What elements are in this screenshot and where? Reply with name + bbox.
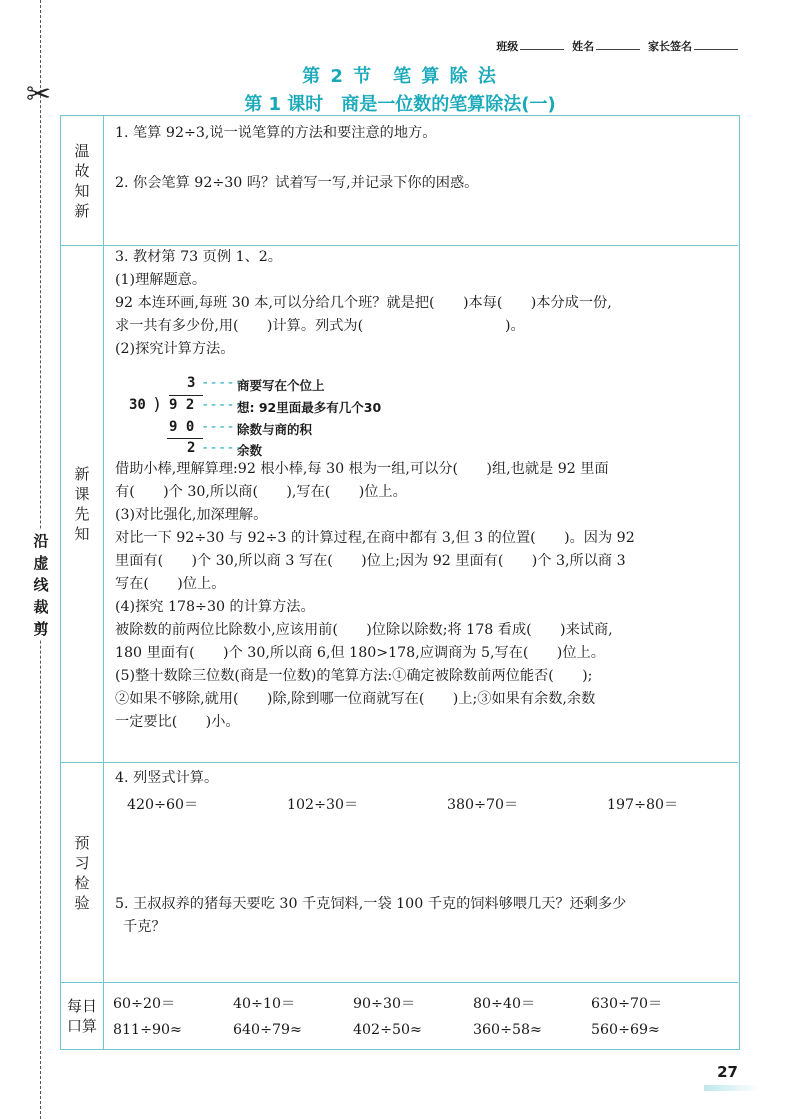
calc-item: 420÷60＝ bbox=[127, 797, 199, 813]
step-4-line-1: 被除数的前两位比除数小,应该用前( )位除以除数;将 178 看成( )来试商, bbox=[115, 622, 613, 638]
section-title: 第 2 节 笔 算 除 法 bbox=[302, 66, 498, 87]
calc-item: 102÷30＝ bbox=[287, 797, 359, 813]
division-bracket-icon: ) bbox=[152, 395, 163, 415]
new-lesson-label: 新课先知 bbox=[61, 246, 104, 762]
diagram-product: 9 0 bbox=[169, 419, 195, 435]
step-4-line-2: 180 里面有( )个 30,所以商 6,但 180>178,应调商为 5,写在( )位上。 bbox=[115, 645, 605, 661]
daily-item: 80÷40＝ bbox=[473, 996, 536, 1012]
step-4-title: (4)探究 178÷30 的计算方法。 bbox=[115, 599, 315, 615]
step-5-line-2: ②如果不够除,就用( )除,除到哪一位商就写在( )上;③如果有余数,余数 bbox=[115, 691, 596, 707]
step-2-title: (2)探究计算方法。 bbox=[115, 341, 235, 357]
step-3-title: (3)对比强化,加深理解。 bbox=[115, 507, 268, 523]
question-1: 1. 笔算 92÷3,说一说笔算的方法和要注意的地方。 bbox=[115, 125, 437, 141]
diagram-note-quotient: 商要写在个位上 bbox=[237, 378, 325, 393]
daily-math-row bbox=[61, 983, 738, 1049]
parent-sign-label: 家长签名 bbox=[648, 40, 692, 53]
division-bar bbox=[169, 395, 203, 396]
daily-item: 560÷69≈ bbox=[591, 1022, 660, 1038]
calc-item: 380÷70＝ bbox=[447, 797, 519, 813]
page-number: 27 bbox=[717, 1063, 738, 1081]
step-5-line-1: (5)整十数除三位数(商是一位数)的笔算方法:①确定被除数前两位能否( ); bbox=[115, 668, 593, 684]
step-1-title: (1)理解题意。 bbox=[115, 272, 207, 288]
diagram-note-remainder: 余数 bbox=[237, 443, 263, 458]
diagram-dividend: 9 2 bbox=[169, 397, 195, 413]
class-blank[interactable] bbox=[520, 49, 564, 50]
step-1-line-2: 求一共有多少份,用( )计算。列式为( )。 bbox=[115, 318, 525, 334]
cut-instruction: 沿虚线裁剪 bbox=[30, 530, 52, 640]
step-5-line-3: 一定要比( )小。 bbox=[115, 714, 240, 730]
subtraction-line bbox=[167, 438, 203, 439]
review-row bbox=[61, 116, 738, 246]
daily-item: 60÷20＝ bbox=[113, 996, 176, 1012]
diagram-divisor: 30 bbox=[129, 397, 146, 413]
scissors-icon: ✂ bbox=[26, 77, 52, 112]
name-blank[interactable] bbox=[596, 49, 640, 50]
step-3-line-1: 对比一下 92÷30 与 92÷3 的计算过程,在商中都有 3,但 3 的位置( )。因为 92 bbox=[115, 530, 635, 546]
page-number-bar bbox=[704, 1085, 760, 1091]
step-3-line-2: 里面有( )个 30,所以商 3 写在( )位上;因为 92 里面有( )个 3,所以商 3 bbox=[115, 553, 626, 569]
name-label: 姓名 bbox=[572, 40, 595, 53]
daily-item: 90÷30＝ bbox=[353, 996, 416, 1012]
daily-item: 630÷70＝ bbox=[591, 996, 663, 1012]
daily-math-label: 每日口算 bbox=[61, 983, 104, 1049]
daily-item: 40÷10＝ bbox=[233, 996, 296, 1012]
new-lesson-row bbox=[61, 246, 738, 763]
step-2-line-2: 有( )个 30,所以商( ),写在( )位上。 bbox=[115, 484, 407, 500]
calc-item: 197÷80＝ bbox=[607, 797, 679, 813]
daily-item: 640÷79≈ bbox=[233, 1022, 302, 1038]
class-label: 班级 bbox=[496, 40, 519, 53]
diagram-note-think: 想: 92里面最多有几个30 bbox=[237, 400, 382, 415]
lesson-title: 第 1 课时 商是一位数的笔算除法(一) bbox=[244, 94, 556, 115]
review-label: 温故知新 bbox=[61, 116, 104, 245]
question-5-line-2: 千克？ bbox=[123, 919, 166, 935]
preview-row bbox=[61, 763, 738, 983]
diagram-remainder: 2 bbox=[187, 440, 196, 456]
question-5-line-1: 5. 王叔叔养的猪每天要吃 30 千克饲料,一袋 100 千克的饲料够喂几天？还剩多少 bbox=[115, 896, 627, 912]
question-4: 4. 列竖式计算。 bbox=[115, 770, 219, 786]
step-3-line-3: 写在( )位上。 bbox=[115, 576, 226, 592]
parent-sign-blank[interactable] bbox=[694, 49, 738, 50]
step-1-line-1: 92 本连环画,每班 30 本,可以分给几个班？就是把( )本每( )本分成一份, bbox=[115, 295, 612, 311]
daily-item: 402÷50≈ bbox=[353, 1022, 422, 1038]
diagram-quotient: 3 bbox=[187, 375, 196, 391]
question-3: 3. 教材第 73 页例 1、2。 bbox=[115, 249, 282, 265]
preview-label: 预习检验 bbox=[61, 763, 104, 982]
daily-item: 360÷58≈ bbox=[473, 1022, 542, 1038]
step-2-line-1: 借助小棒,理解算理:92 根小棒,每 30 根为一组,可以分( )组,也就是 92 里面 bbox=[115, 461, 609, 477]
diagram-note-product: 除数与商的积 bbox=[237, 422, 313, 437]
long-division-diagram: 3 ----- 商要写在个位上 30 ) 9 2 ----- 想: 92里面最多有几个30 9 0 ----- 除数与商的积 2 ----- 余数 bbox=[129, 375, 382, 458]
daily-item: 811÷90≈ bbox=[113, 1022, 182, 1038]
worksheet-table bbox=[60, 115, 740, 1050]
question-2: 2. 你会笔算 92÷30 吗？试着写一写,并记录下你的困惑。 bbox=[115, 175, 479, 191]
student-info-header bbox=[496, 38, 742, 54]
